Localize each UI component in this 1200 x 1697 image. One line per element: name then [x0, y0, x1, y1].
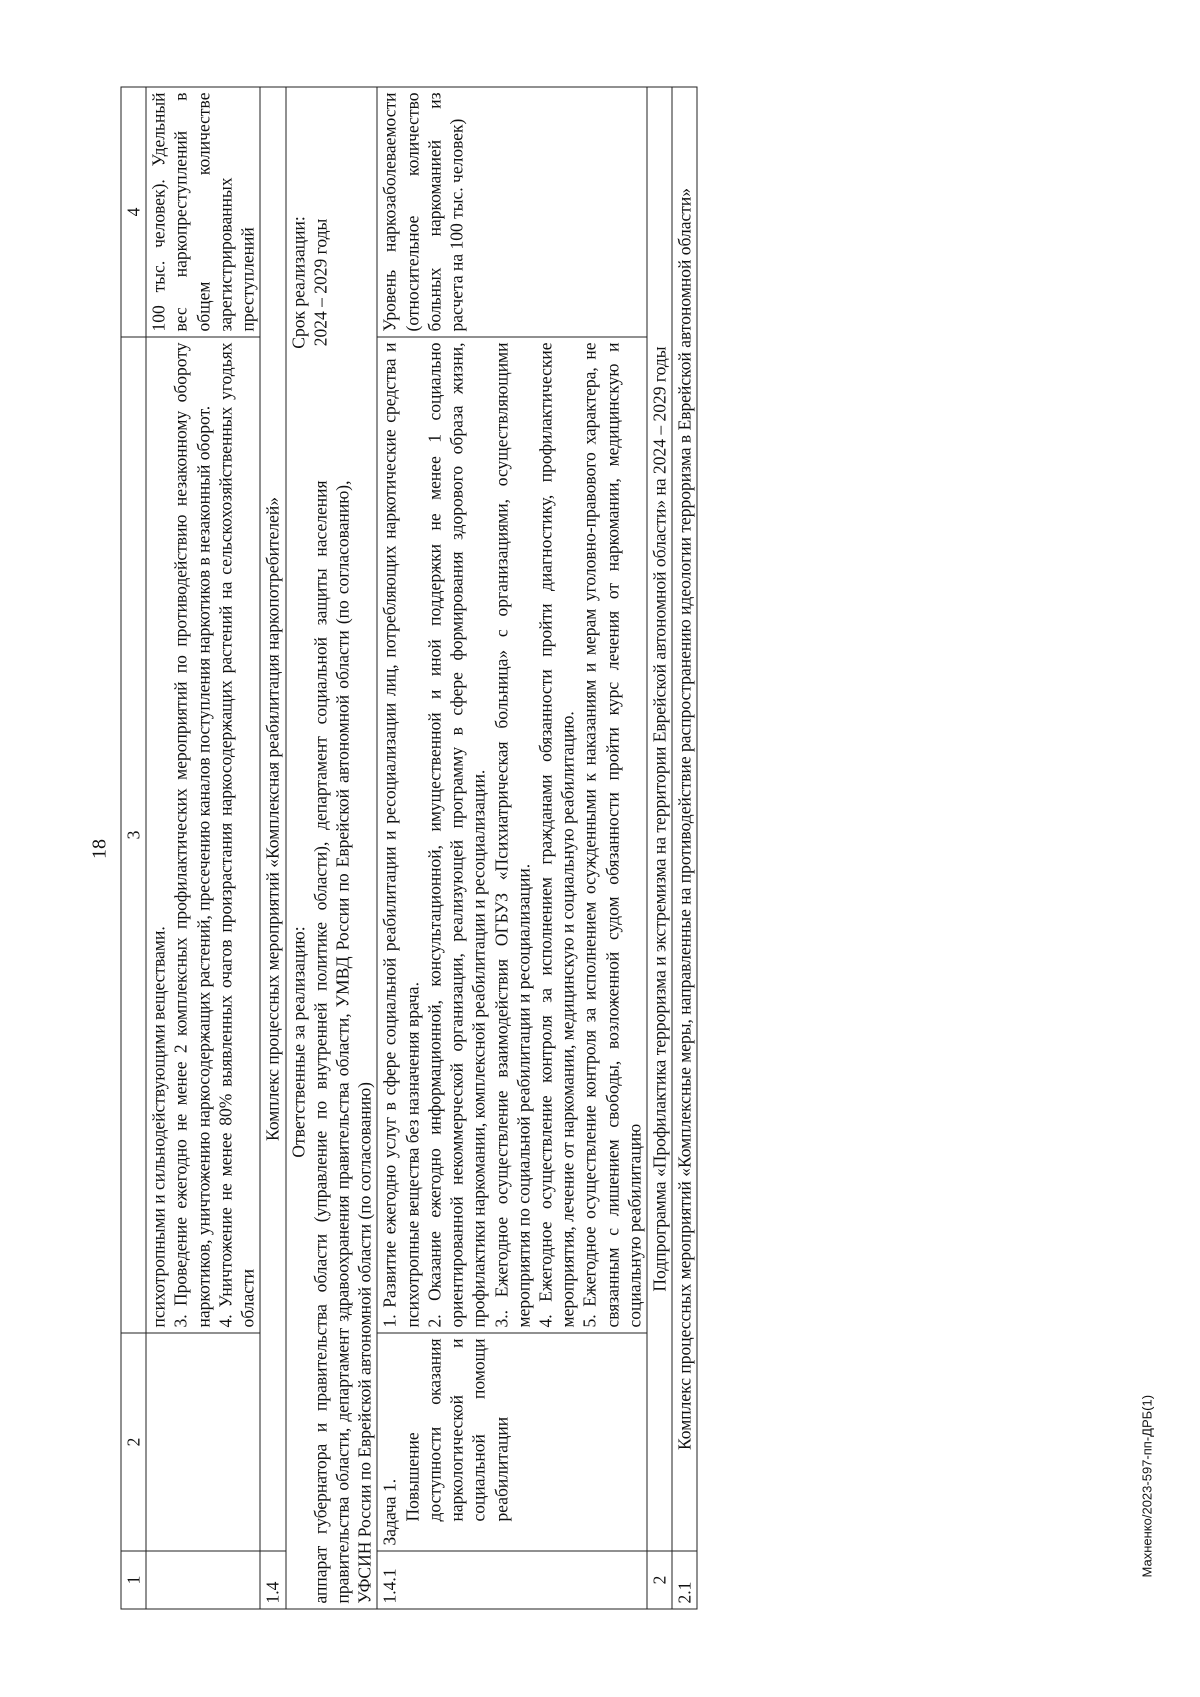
indicator-cell: Уровень наркозаболеваемости (относительное количество больных наркоманией из расчета на 100 тыс. человек) — [377, 87, 647, 337]
footer-code: Махненко/2023-597-пп-ДРБ(1) — [1139, 1394, 1154, 1577]
measure-item: 4. Ежегодное осуществление контроля за исполнением гражданами обязанности пройти диагностику, профилактические мероприятия, лечение от наркомании, медицинскую и социальную реабилитацию. — [534, 342, 578, 1327]
measure-item: 3.. Ежегодное осуществление взаимодействия ОГБУЗ «Психиатрическая больница» с организациями, осуществляющими мероприятия по социальной реабилитации и ресоциализации. — [490, 342, 533, 1327]
table-row-2 — [647, 87, 672, 1609]
measure-item: 3. Проведение ежегодно не менее 2 комплексных профилактических мероприятий по противодействию незаконному обороту наркотиков, уничтожению наркосодержащих растений, пресечению каналов поступления наркотиков в незаконный оборот. — [170, 342, 213, 1327]
row-number-empty — [146, 1551, 260, 1609]
indicator-cell: 100 тыс. человек). Удельный вес наркопреступлений в общем количестве зарегистрированных преступлений — [146, 87, 260, 337]
row-number: 1.4.1 — [377, 1551, 647, 1609]
header-col-3: 3 — [121, 337, 146, 1333]
responsible-cell — [285, 87, 377, 1609]
subprogram-title: Подпрограмма «Профилактика терроризма и экстремизма на территории Еврейской автономной области» на 2024 – 2029 годы — [647, 87, 672, 1551]
row-number: 1.4 — [260, 1551, 285, 1609]
table-row-1-4 — [260, 87, 285, 1609]
task-text: Повышение доступности оказания наркологической и социальной помощи реабилитации — [401, 1338, 511, 1521]
row-number: 2.1 — [672, 1551, 697, 1609]
table-row-2-1 — [672, 87, 697, 1609]
table-row-responsible — [285, 87, 377, 1609]
header-col-4: 4 — [121, 87, 146, 337]
section-title: Комплекс процессных мероприятий «Комплексная реабилитация наркопотребителей» — [260, 87, 285, 1551]
table-header-row — [121, 87, 146, 1609]
term-label: Срок реализации: — [287, 215, 308, 349]
task-label: Задача 1. — [379, 1478, 400, 1545]
section-title: Комплекс процессных мероприятий «Комплексные меры, направленные на противодействие распространению идеологии терроризма в Еврейской автономной области» — [672, 87, 697, 1551]
task-cell — [377, 1333, 647, 1551]
measure-item: психотропными и сильнодействующими веществами. — [148, 925, 169, 1327]
measures-cell — [146, 337, 260, 1333]
task-cell-empty — [146, 1333, 260, 1551]
measure-item: 5. Ежегодное осуществление контроля за исполнением осужденными к наказаниям и мерам уголовно-правового характера, не связанным с лишением свободы, возложенной судом обязанности пройти курс лечения от наркомании, медицинскую и социальную реабилитацию — [579, 342, 644, 1327]
table-row-1-4-1 — [377, 87, 647, 1609]
responsible-text: аппарат губернатора и правительства области (управление по внутренней политике области), департамент социальной защиты населения правительства области, департамент здравоохранения правительства области, УМВД России по Еврейской автономной области (по согласованию), УФСИН России по Еврейской автономной области (по согласованию) — [309, 480, 375, 1603]
term-value: 2024 – 2029 годы — [309, 218, 330, 346]
header-col-1: 1 — [121, 1551, 146, 1609]
measures-cell — [377, 337, 647, 1333]
table-row-continuation — [146, 87, 260, 1609]
responsible-label: Ответственные за реализацию: — [287, 925, 308, 1158]
measure-item: 1. Развитие ежегодно услуг в сфере социальной реабилитации и ресоциализации лиц, потребляющих наркотические средства и психотропные вещества без назначения врача. — [379, 342, 422, 1327]
row-number: 2 — [647, 1551, 672, 1609]
measure-item: 4. Уничтожение не менее 80% выявленных очагов произрастания наркосодержащих растений на сельскохозяйственных угодьях области — [214, 342, 258, 1327]
header-col-2: 2 — [121, 1333, 146, 1551]
page-number: 18 — [88, 838, 110, 859]
measure-item: 2. Оказание ежегодно информационной, консультационной, имущественной и иной поддержки не менее 1 социально ориентированной некоммерческой организации, реализующей программу в сфере формирования здорового образа жизни, профилактики наркомании, комплексной реабилитации и ресоциализации. — [423, 342, 489, 1327]
program-table — [120, 86, 697, 1609]
